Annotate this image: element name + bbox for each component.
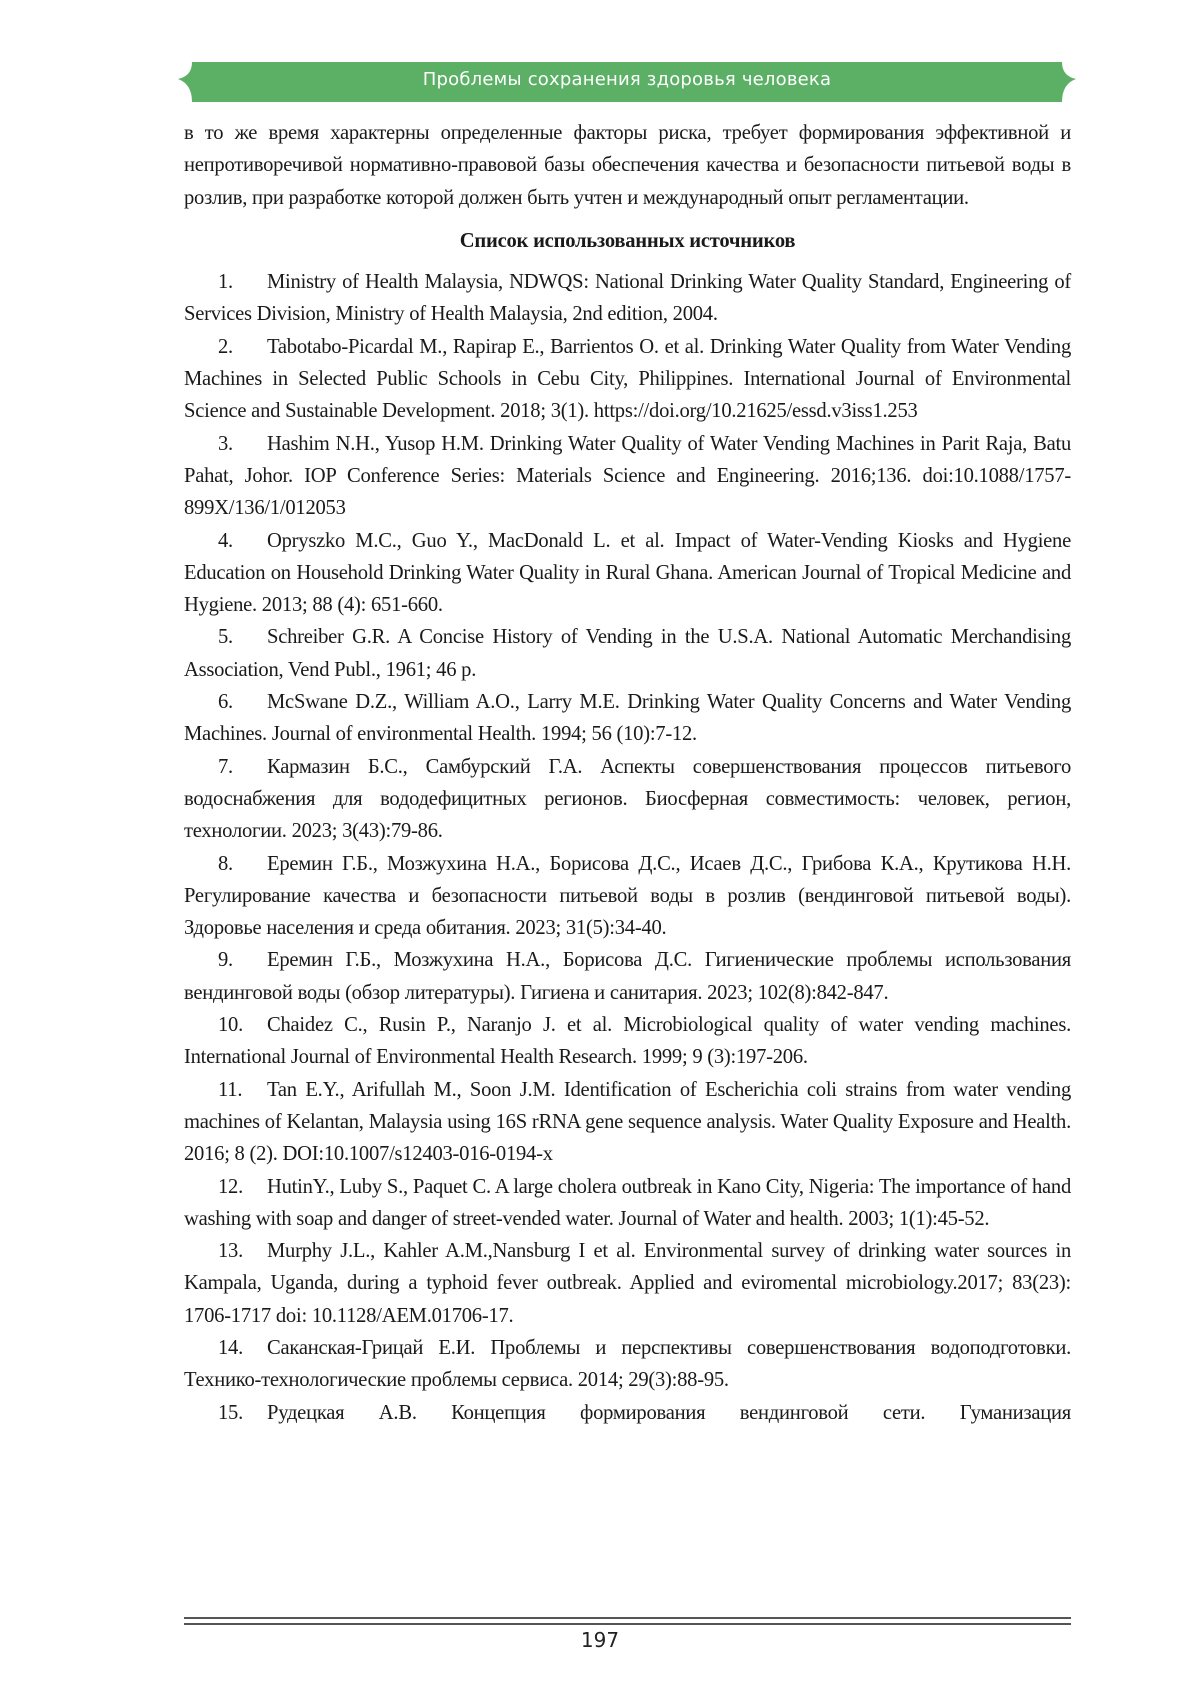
reference-item [184,848,1071,945]
reference-text: Кармазин Б.С., Самбурский Г.А. Аспекты совершенствования процессов питьевого водоснабжения для вододефицитных регионов. Биосферная совместимость: человек, регион, технологии. 2023; 3(43):79-86. [184,756,1071,843]
reference-text: Еремин Г.Б., Мозжухина Н.А., Борисова Д.С., Исаев Д.С., Грибова К.А., Крутикова Н.Н. Регулирование качества и безопасности питьевой воды в розлив (вендинговой питьевой воды). Здоровье населения и среда обитания. 2023; 31(5):34-40. [184,853,1071,940]
reference-text: Schreiber G.R. A Concise History of Vending in the U.S.A. National Automatic Merchandising Association, Vend Publ., 1961; 46 p. [184,626,1071,680]
reference-number: 12. [218,1171,267,1203]
reference-item [184,1397,1071,1429]
page-content [184,117,1071,1429]
reference-number: 11. [218,1074,267,1106]
references-heading: Список использованных источников [184,225,1071,257]
reference-text: HutinY., Luby S., Paquet C. A large cholera outbreak in Kano City, Nigeria: The importance of hand washing with soap and danger of street-vended water. Journal of Water and health. 2003; 1(1):45-52. [184,1176,1071,1230]
footer-rule-top [184,1617,1071,1619]
reference-text: Саканская-Грицай Е.И. Проблемы и перспективы совершенствования водоподготовки. Технико-технологические проблемы сервиса. 2014; 29(3):88-95. [184,1337,1071,1391]
reference-item [184,266,1071,331]
reference-number: 4. [218,525,267,557]
reference-item [184,1009,1071,1074]
reference-number: 8. [218,848,267,880]
reference-text: Tabotabo-Picardal M., Rapirap E., Barrientos O. et al. Drinking Water Quality from Water Vending Machines in Selected Public Schools in Cebu City, Philippines. International Journal of Environmental Science and Sustainable Development. 2018; 3(1). https://doi.org/10.21625/essd.v3iss1.253 [184,336,1071,423]
reference-number: 2. [218,331,267,363]
reference-number: 13. [218,1235,267,1267]
reference-item [184,1171,1071,1236]
reference-number: 7. [218,751,267,783]
header-banner [178,62,1076,102]
reference-text: Hashim N.H., Yusop H.M. Drinking Water Quality of Water Vending Machines in Parit Raja, Batu Pahat, Johor. IOP Conference Series: Materials Science and Engineering. 2016;136. doi:10.1088/1757-899X/136/1/012053 [184,433,1071,520]
reference-item [184,525,1071,622]
reference-text: Tan E.Y., Arifullah M., Soon J.M. Identification of Escherichia coli strains from water vending machines of Kelantan, Malaysia using 16S rRNA gene sequence analysis. Water Quality Exposure and Health. 2016; 8 (2). DOI:10.1007/s12403-016-0194-x [184,1079,1071,1166]
reference-item [184,428,1071,525]
reference-number: 14. [218,1332,267,1364]
reference-number: 10. [218,1009,267,1041]
running-header-title: Проблемы сохранения здоровья человека [178,69,1076,90]
reference-text: Murphy J.L., Kahler A.M.,Nansburg I et al. Environmental survey of drinking water sources in Kampala, Uganda, during a typhoid fever outbreak. Applied and eviromental microbiology.2017; 83(23): 1706-1717 doi: 10.1128/AEM.01706-17. [184,1240,1071,1327]
reference-item [184,944,1071,1009]
reference-list [184,266,1071,1429]
reference-number: 3. [218,428,267,460]
reference-text: Chaidez C., Rusin P., Naranjo J. et al. Microbiological quality of water vending machines. International Journal of Environmental Health Research. 1999; 9 (3):197-206. [184,1014,1071,1068]
reference-item [184,621,1071,686]
reference-number: 15. [218,1397,267,1429]
reference-text: Opryszko M.C., Guo Y., MacDonald L. et al. Impact of Water-Vending Kiosks and Hygiene Education on Household Drinking Water Quality in Rural Ghana. American Journal of Tropical Medicine and Hygiene. 2013; 88 (4): 651-660. [184,530,1071,617]
reference-item [184,1235,1071,1332]
reference-text: McSwane D.Z., William A.O., Larry M.E. Drinking Water Quality Concerns and Water Vending Machines. Journal of environmental Health. 1994; 56 (10):7-12. [184,691,1071,745]
reference-number: 6. [218,686,267,718]
reference-number: 1. [218,266,267,298]
reference-item [184,331,1071,428]
reference-number: 5. [218,621,267,653]
reference-item [184,751,1071,848]
page-number: 197 [0,1628,1200,1652]
reference-item [184,1332,1071,1397]
reference-text: Еремин Г.Б., Мозжухина Н.А., Борисова Д.С. Гигиенические проблемы использования вендинговой воды (обзор литературы). Гигиена и санитария. 2023; 102(8):842-847. [184,949,1071,1003]
footer-rule-bottom [184,1623,1071,1625]
intro-paragraph: в то же время характерны определенные факторы риска, требует формирования эффективной и непротиворечивой нормативно-правовой базы обеспечения качества и безопасности питьевой воды в розлив, при разработке которой должен быть учтен и международный опыт регламентации. [184,117,1071,214]
reference-item [184,1074,1071,1171]
reference-text: Ministry of Health Malaysia, NDWQS: National Drinking Water Quality Standard, Engineering of Services Division, Ministry of Health Malaysia, 2nd edition, 2004. [184,271,1071,325]
reference-item [184,686,1071,751]
reference-number: 9. [218,944,267,976]
reference-text: Рудецкая А.В. Концепция формирования вендинговой сети. Гуманизация [267,1402,1071,1424]
